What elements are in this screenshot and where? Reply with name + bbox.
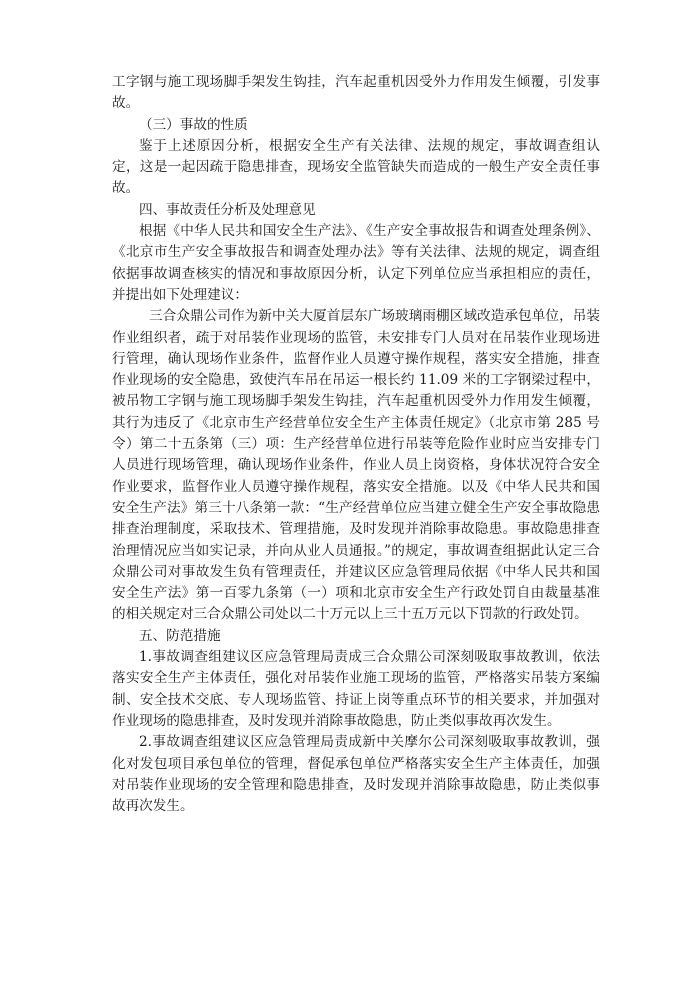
section-heading-measures: 五、防范措施 — [139, 627, 221, 644]
basis-paragraph: 根据《中华人民共和国安全生产法》、《生产安全事故报告和调查处理条例》、《北京市生产安全事故报告和调查处理办法》等有关法律、法规的规定，调查组依据事故调查核实的情况和事故原因分析，认定下列单位应当承担相应的责任，并提出如下处理建议： — [112, 223, 600, 303]
measure-item-1: 1.事故调查组建议区应急管理局责成三合众鼎公司深刻吸取事故教训，依法落实安全生产主体责任，强化对吊装作业施工现场的监管，严格落实吊装方案编制、安全技术交底、专人现场监管、持证上岗等重点环节的相关要求，并加强对作业现场的隐患排查，及时发现并消除事故隐患，防止类似事故再次发生。 — [112, 649, 600, 729]
measure-item-2: 2.事故调查组建议区应急管理局责成新中关摩尔公司深刻吸取事故教训，强化对发包项目承包单位的管理，督促承包单位严格落实安全生产主体责任，加强对吊装作业现场的安全管理和隐患排查，及时发现并消除事故隐患，防止类似事故再次发生。 — [112, 734, 600, 815]
section-heading-nature: （三）事故的性质 — [139, 116, 248, 133]
section-heading-responsibility: 四、事故责任分析及处理意见 — [139, 201, 316, 218]
intro-paragraph: 工字钢与施工现场脚手架发生钩挂，汽车起重机因受外力作用发生倾覆，引发事故。 — [112, 74, 600, 112]
document-page — [112, 72, 600, 817]
responsibility-paragraph: 三合众鼎公司作为新中关大厦首层东广场玻璃雨棚区域改造承包单位，吊装作业组织者，疏于对吊装作业现场的监管，未安排专门人员对在吊装作业现场进行管理，确认现场作业条件，监督作业人员遵守操作规程，落实安全措施，排查作业现场的安全隐患，致使汽车吊在吊运一根长约 11.09 米的工字钢梁过程中，被吊物工字钢与施工现场脚手架发生钩挂，汽车起重机因受外力作用发生倾覆，其行为违反了《北京市生产经营单位安全生产主体责任规定》（北京市第 285 号令）第二十五条第（三）项：生产经营单位进行吊装等危险作业时应当安排专门人员进行现场管理，确认现场作业条件，作业人员上岗资格，身体状况符合安全作业要求，监督作业人员遵守操作规程，落实安全措施。以及《中华人民共和国安全生产法》第三十八条第一款：“生产经营单位应当建立健全生产安全事故隐患排查治理制度，采取技术、管理措施，及时发现并消除事故隐患。事故隐患排查治理情况应当如实记录，并向从业人员通报。”的规定，事故调查组据此认定三合众鼎公司对事故发生负有管理责任，并建议区应急管理局依据《中华人民共和国安全生产法》第一百零九条第（一）项和北京市安全生产行政处罚自由裁量基准的相关规定对三合众鼎公司处以二十万元以上三十五万元以下罚款的行政处罚。 — [112, 308, 600, 623]
nature-paragraph: 鉴于上述原因分析，根据安全生产有关法律、法规的规定，事故调查组认定，这是一起因疏于隐患排查，现场安全监管缺失而造成的一般生产安全责任事故。 — [112, 137, 600, 197]
